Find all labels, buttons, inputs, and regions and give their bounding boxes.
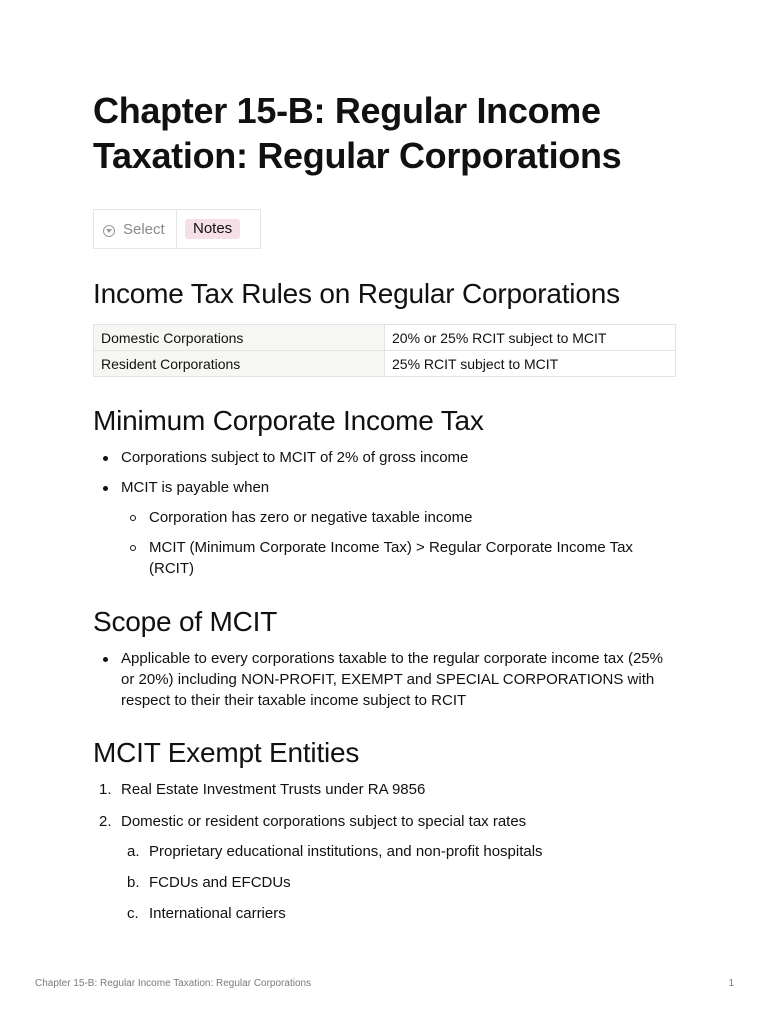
section-heading-scope: Scope of MCIT (93, 606, 278, 637)
chevron-down-circle-icon (103, 225, 115, 237)
table-cell: Resident Corporations (94, 351, 385, 377)
notes-tag: Notes (185, 219, 240, 239)
list-item: Applicable to every corporations taxable to the regular corporate income tax (25% or 20%) including NON-PROFIT, EXEMPT and SPECIAL CORPORATIONS with respect to their their taxable income subject to RCIT (93, 648, 676, 711)
table-cell: 25% RCIT subject to MCIT (385, 351, 676, 377)
table-cell: 20% or 25% RCIT subject to MCIT (385, 325, 676, 351)
list-item: Corporations subject to MCIT of 2% of gross income (93, 447, 676, 468)
list-item-text: MCIT is payable when (121, 479, 270, 496)
list-item (121, 903, 676, 924)
property-select[interactable] (94, 210, 177, 248)
scope-list (93, 648, 676, 711)
table-cell: Domestic Corporations (94, 325, 385, 351)
mcit-sublist (121, 507, 676, 579)
mcit-list (93, 447, 676, 579)
section-heading-exempt: MCIT Exempt Entities (93, 737, 360, 768)
page-number: 1 (728, 978, 734, 989)
list-item-text: FCDUs and EFCDUs (149, 874, 291, 891)
list-marker: c. (127, 905, 139, 922)
list-item (121, 841, 676, 862)
list-item (121, 872, 676, 893)
list-item-text: Proprietary educational institutions, and non-profit hospitals (149, 843, 543, 860)
table-row (94, 351, 676, 377)
page-title: Chapter 15-B: Regular Income Taxation: Regular Corporations (93, 90, 622, 176)
list-marker: b. (127, 874, 140, 891)
list-item: MCIT (Minimum Corporate Income Tax) > Regular Corporate Income Tax (RCIT) (121, 537, 676, 579)
rules-table (93, 324, 676, 377)
list-item-text: International carriers (149, 905, 286, 922)
list-marker: 2. (99, 813, 112, 830)
list-item (93, 477, 676, 579)
document-page (93, 88, 676, 924)
exempt-sublist (121, 841, 676, 924)
list-marker: a. (127, 843, 140, 860)
property-key-label: Select (123, 220, 165, 238)
exempt-list (93, 779, 676, 924)
section-heading-mcit: Minimum Corporate Income Tax (93, 405, 484, 436)
section-heading-rules: Income Tax Rules on Regular Corporations (93, 278, 620, 309)
property-value[interactable] (177, 210, 240, 248)
list-item (93, 779, 676, 800)
property-row (93, 209, 261, 249)
table-row (94, 325, 676, 351)
list-item (93, 811, 676, 924)
list-item: Corporation has zero or negative taxable income (121, 507, 676, 528)
list-item-text: Real Estate Investment Trusts under RA 9856 (121, 781, 426, 798)
footer-title: Chapter 15-B: Regular Income Taxation: Regular Corporations (35, 978, 312, 989)
list-marker: 1. (99, 781, 112, 798)
list-item-text: Domestic or resident corporations subject to special tax rates (121, 813, 527, 830)
